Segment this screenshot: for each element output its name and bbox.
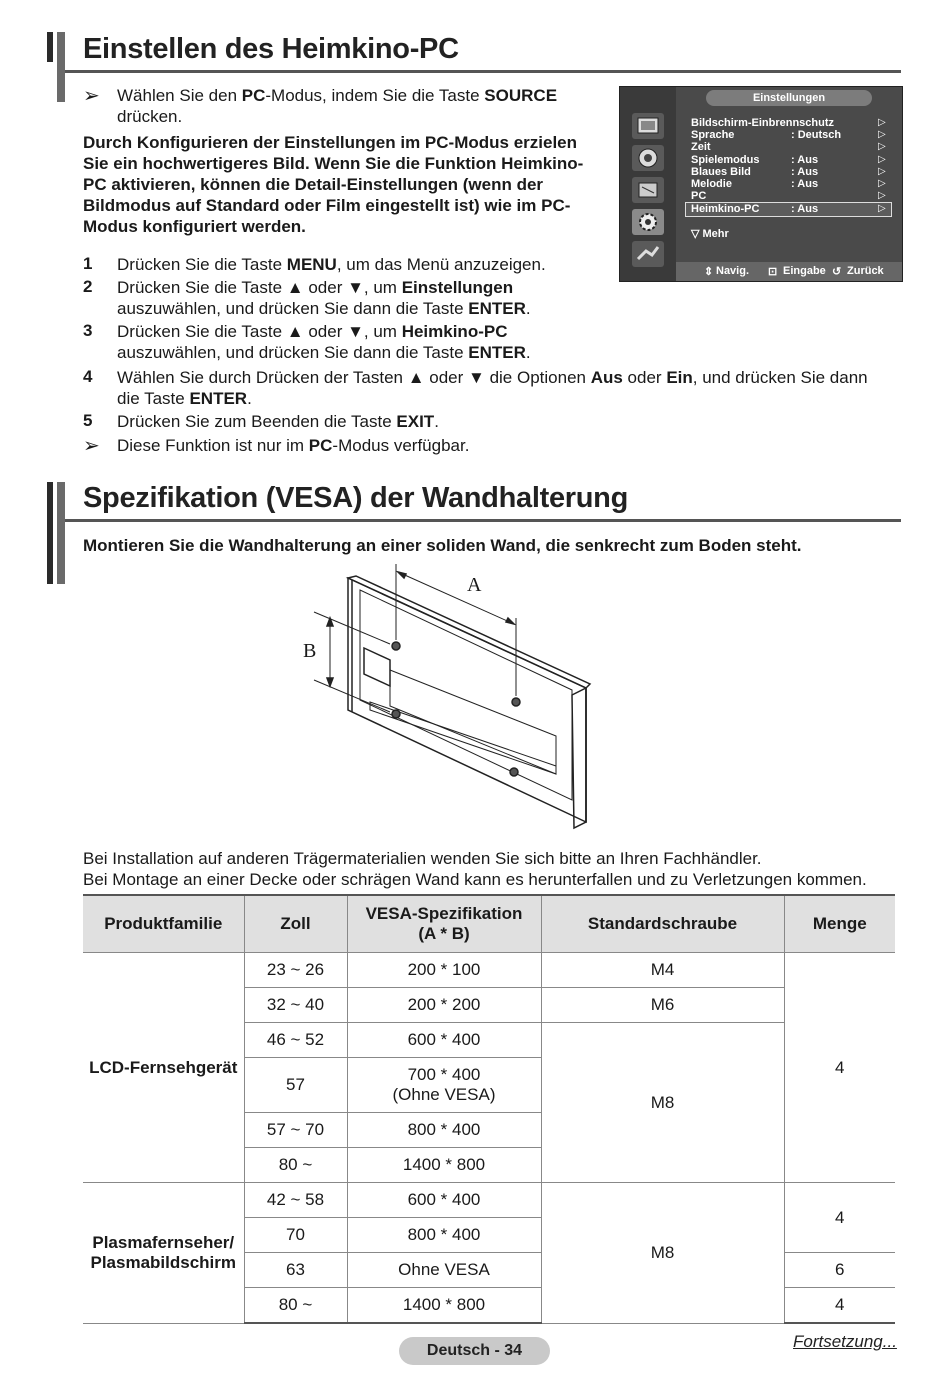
osd-item-value: : Aus: [791, 154, 819, 166]
table-row: [83, 953, 895, 988]
osd-arrow-icon: ▷: [878, 129, 886, 140]
osd-item-label: Spielemodus: [691, 154, 760, 166]
section-marker-bar: [57, 482, 65, 584]
step-text: Wählen Sie durch Drücken der Tasten ▲ oder ▼ die Optionen Aus oder Ein, und drücken Sie dann die Taste ENTER.: [117, 368, 868, 408]
channel-icon: [632, 177, 664, 203]
osd-item-value: : Deutsch: [791, 129, 842, 141]
osd-arrow-icon: ▷: [878, 190, 886, 201]
table-row: [83, 1183, 895, 1218]
table-cell: 57: [244, 1058, 347, 1113]
sound-icon: [632, 145, 664, 171]
table-cell: 200 * 100: [347, 953, 541, 988]
table-header-row: [83, 895, 895, 953]
step-number: 1: [83, 254, 93, 273]
table-cell: M8: [541, 1023, 784, 1183]
section-marker: [47, 482, 53, 584]
title-rule: [65, 70, 901, 73]
table-cell: 4: [784, 1288, 895, 1324]
table-cell: 6: [784, 1253, 895, 1288]
note-arrow-icon: ➢: [83, 85, 100, 107]
intro-paragraph: Durch Konfigurieren der Einstellungen im PC-Modus erzielen Sie ein hochwertigeres Bild. Wenn Sie die Funktion Heimkino- PC aktivieren, können die Detail-Einstellungen (wenn der Bildmodus auf Standard oder Film eingestellt ist) wie im PC- Modus konfiguriert werden.: [83, 133, 584, 236]
header-cell: Produktfamilie: [83, 895, 244, 953]
section-title-vesa: Spezifikation (VESA) der Wandhalterung: [83, 482, 629, 514]
table-cell: 80 ~: [244, 1148, 347, 1183]
table-cell: 80 ~: [244, 1288, 347, 1324]
osd-arrow-icon: ▷: [878, 154, 886, 165]
osd-arrow-icon: ▷: [878, 141, 886, 152]
step-number: 5: [83, 411, 93, 430]
step-number: 3: [83, 321, 93, 340]
table-cell: 1400 * 800: [347, 1288, 541, 1324]
table-cell: 200 * 200: [347, 988, 541, 1023]
osd-arrow-icon: ▷: [878, 178, 886, 189]
continued-link: Fortsetzung...: [793, 1332, 897, 1351]
osd-item-label: Blaues Bild: [691, 166, 751, 178]
table-cell: Ohne VESA: [347, 1253, 541, 1288]
dimension-label-a: A: [467, 574, 482, 596]
osd-item-label: Heimkino-PC: [691, 203, 760, 215]
step-text: Drücken Sie die Taste ▲ oder ▼, um Einstellungen auszuwählen, und drücken Sie dann die Taste ENTER.: [117, 278, 531, 318]
table-cell: 800 * 400: [347, 1218, 541, 1253]
osd-arrow-icon: ▷: [878, 166, 886, 177]
title-rule: [65, 519, 901, 522]
osd-enter-label: Eingabe: [783, 265, 826, 277]
note-arrow-icon: ➢: [83, 435, 100, 457]
step-text: Drücken Sie zum Beenden die Taste EXIT.: [117, 412, 439, 431]
section-marker: [47, 32, 53, 62]
step-text: Drücken Sie die Taste MENU, um das Menü anzuzeigen.: [117, 255, 546, 274]
setup-icon: [632, 209, 664, 235]
input-icon: [632, 241, 664, 267]
note-pc-mode: Wählen Sie den PC-Modus, indem Sie die Taste SOURCE drücken.: [117, 86, 558, 126]
table-cell: 4: [784, 953, 895, 1183]
step-number: 2: [83, 277, 93, 296]
section-marker-bar: [57, 32, 65, 102]
table-cell: 42 ~ 58: [244, 1183, 347, 1218]
table-cell: 63: [244, 1253, 347, 1288]
header-cell: Zoll: [244, 895, 347, 953]
picture-icon: [632, 113, 664, 139]
table-cell: 600 * 400: [347, 1023, 541, 1058]
osd-item-label: Melodie: [691, 178, 732, 190]
wall-mount-diagram: [290, 560, 600, 835]
osd-nav-label: Navig.: [716, 265, 750, 277]
osd-arrow-icon: ▷: [878, 203, 886, 214]
dimension-label-b: B: [303, 640, 317, 662]
osd-item-label: Bildschirm-Einbrennschutz: [691, 117, 835, 129]
table-cell: 800 * 400: [347, 1113, 541, 1148]
table-cell: 32 ~ 40: [244, 988, 347, 1023]
osd-arrow-icon: ▷: [878, 117, 886, 128]
table-cell: M8: [541, 1183, 784, 1324]
table-cell: 70: [244, 1218, 347, 1253]
osd-more: ▽ Mehr: [691, 228, 729, 240]
step-text: Drücken Sie die Taste ▲ oder ▼, um Heimkino-PC auszuwählen, und drücken Sie dann die Taste ENTER.: [117, 322, 531, 362]
osd-item-label: PC: [691, 190, 707, 202]
section-title-heimkino: Einstellen des Heimkino-PC: [83, 33, 459, 65]
osd-footer: [676, 262, 902, 281]
osd-item-value: : Aus: [791, 178, 819, 190]
osd-item-label: Sprache: [691, 129, 735, 141]
nav-icon: ⇕: [704, 266, 714, 278]
table-cell: M6: [541, 988, 784, 1023]
vesa-intro: Montieren Sie die Wandhalterung an einer soliden Wand, die senkrecht zum Boden steht.: [83, 536, 802, 555]
table-cell: 600 * 400: [347, 1183, 541, 1218]
osd-item-value: : Aus: [791, 166, 819, 178]
step-number: 4: [83, 367, 93, 386]
osd-item-value: : Aus: [791, 203, 819, 215]
osd-back-label: Zurück: [847, 265, 884, 277]
osd-menu: [619, 86, 903, 282]
header-cell: Menge: [784, 895, 895, 953]
family-cell: LCD-Fernsehgerät: [83, 953, 244, 1183]
return-icon: ↺: [832, 266, 842, 278]
note-pc-only: Diese Funktion ist nur im PC-Modus verfügbar.: [117, 436, 470, 455]
table-cell: 46 ~ 52: [244, 1023, 347, 1058]
header-cell: Standardschraube: [541, 895, 784, 953]
table-cell: 4: [784, 1183, 895, 1253]
table-cell: 57 ~ 70: [244, 1113, 347, 1148]
vesa-spec-table: [83, 894, 895, 1324]
osd-item-label: Zeit: [691, 141, 711, 153]
table-cell: 700 * 400 (Ohne VESA): [347, 1058, 541, 1113]
header-cell: VESA-Spezifikation (A * B): [347, 895, 541, 953]
table-cell: 23 ~ 26: [244, 953, 347, 988]
page-number-badge: Deutsch - 34: [399, 1337, 550, 1365]
enter-icon: ⊡: [768, 266, 778, 278]
table-cell: M4: [541, 953, 784, 988]
installation-note: Bei Installation auf anderen Trägermaterialien wenden Sie sich bitte an Ihren Fachhändler. Bei Montage an einer Decke oder schrägen Wand kann es herunterfallen und zu Verletzungen kommen.: [83, 849, 867, 889]
family-cell: Plasmafernseher/ Plasmabildschirm: [83, 1183, 244, 1324]
table-cell: 1400 * 800: [347, 1148, 541, 1183]
osd-tab-title: Einstellungen: [706, 90, 872, 106]
